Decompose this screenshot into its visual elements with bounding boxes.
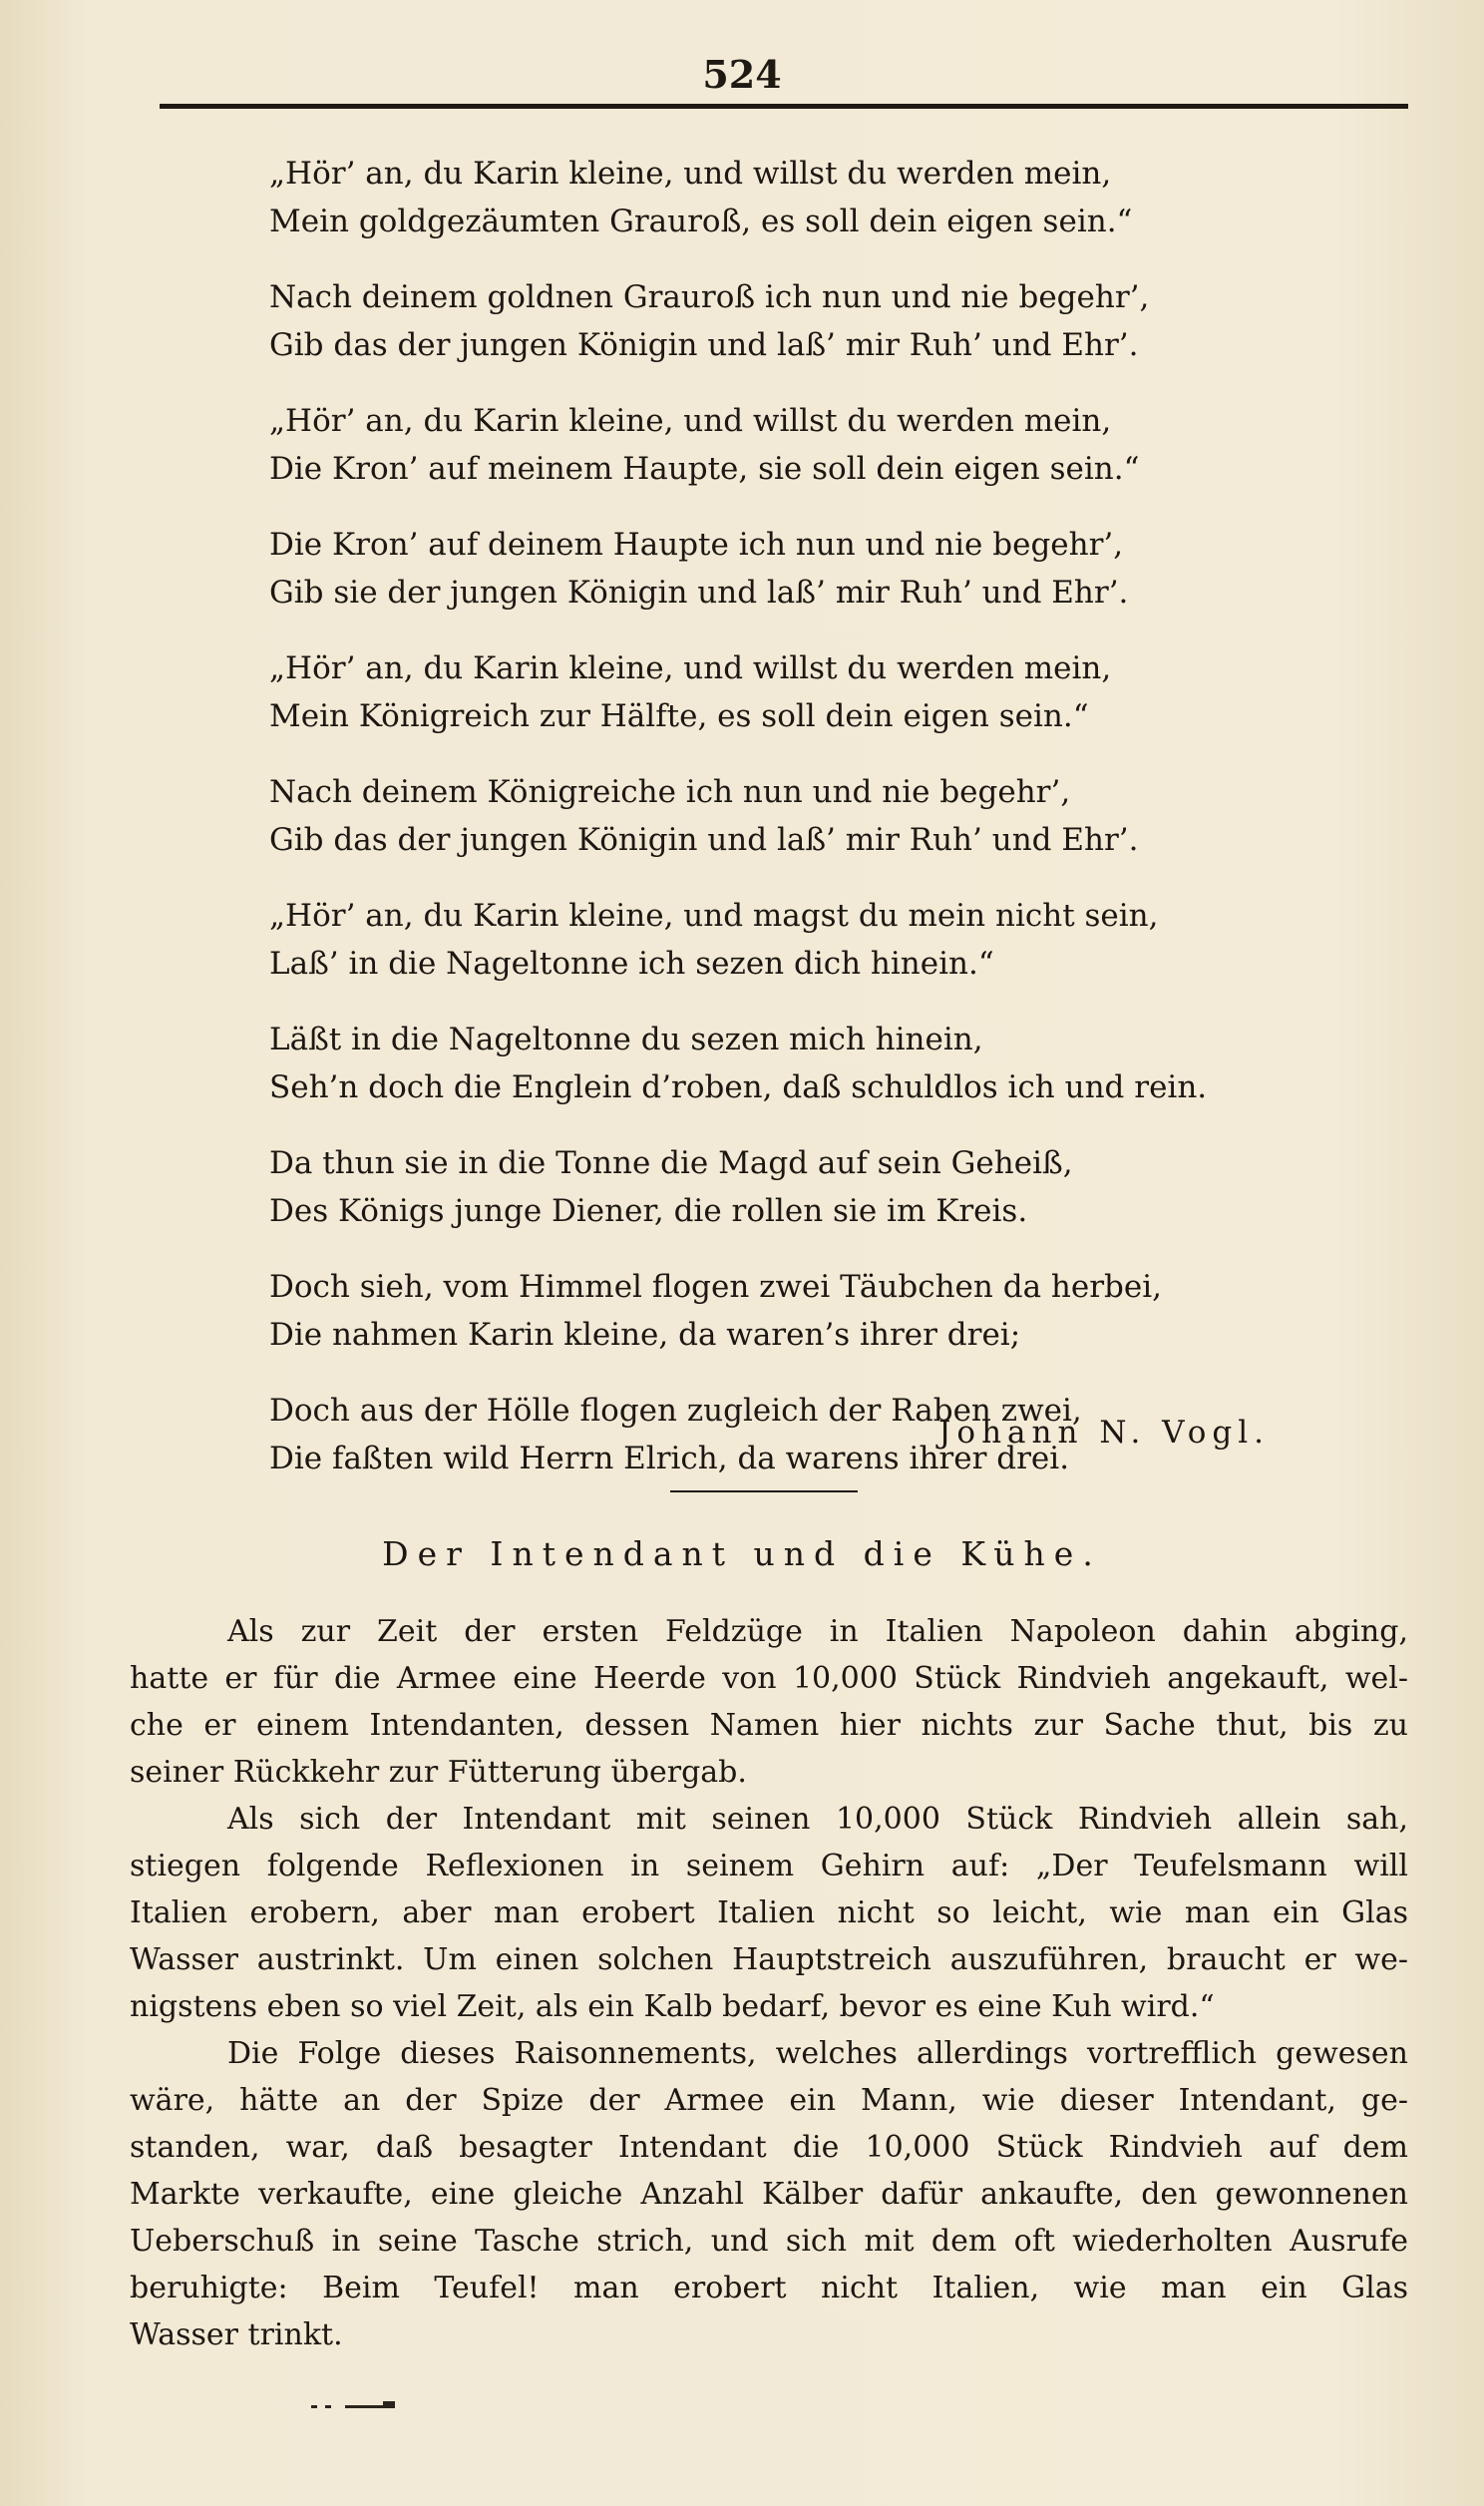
text-line: Die Folge dieses Raisonnements, welches allerdings vortrefflich gewesen	[227, 2036, 1408, 2071]
text-line: seiner Rückkehr zur Fütterung übergab.	[130, 1755, 747, 1790]
poem-line: Gib sie der jungen Königin und laß’ mir Ruh’ und Ehr’.	[269, 575, 1129, 611]
poem-line: Läßt in die Nageltonne du sezen mich hinein,	[269, 1022, 983, 1057]
text-line: Als zur Zeit der ersten Feldzüge in Italien Napoleon dahin abging,	[227, 1614, 1408, 1649]
poem-line: Seh’n doch die Englein d’roben, daß schuldlos ich und rein.	[269, 1069, 1208, 1105]
poem-line: Laß’ in die Nageltonne ich sezen dich hinein.“	[269, 946, 994, 982]
text-line: wäre, hätte an der Spize der Armee ein Mann, wie dieser Intendant, ge-	[130, 2083, 1408, 2118]
article-paragraph	[130, 2030, 1408, 2358]
section-divider	[670, 1490, 858, 1492]
text-line: Markte verkaufte, eine gleiche Anzahl Kälber dafür ankaufte, den gewonnenen	[130, 2177, 1408, 2212]
text-line: hatte er für die Armee eine Heerde von 10,000 Stück Rindvieh angekauft, wel-	[130, 1661, 1408, 1696]
text-line: Italien erobern, aber man erobert Italien nicht so leicht, wie man ein Glas	[130, 1895, 1408, 1930]
poem-stanza	[269, 1263, 1366, 1359]
article-paragraph	[130, 1608, 1408, 1796]
poem-stanza	[269, 892, 1366, 988]
poem-stanza	[269, 150, 1366, 245]
poem-line: Die Kron’ auf meinem Haupte, sie soll dein eigen sein.“	[269, 451, 1140, 487]
text-line: Ueberschuß in seine Tasche strich, und sich mit dem oft wiederholten Ausrufe	[130, 2224, 1408, 2259]
ink-smudge	[311, 2398, 403, 2408]
poem-line: „Hör’ an, du Karin kleine, und willst du werden mein,	[269, 156, 1112, 192]
poem-line: Gib das der jungen Königin und laß’ mir Ruh’ und Ehr’.	[269, 822, 1139, 858]
article-title: Der Intendant und die Kühe.	[382, 1534, 1102, 1573]
poem-line: Die faßten wild Herrn Elrich, da warens ihrer drei.	[269, 1441, 1070, 1476]
poem-line: Des Königs junge Diener, die rollen sie im Kreis.	[269, 1193, 1028, 1229]
text-line: stiegen folgende Reflexionen in seinem Gehirn auf: „Der Teufelsmann will	[130, 1849, 1408, 1883]
poem-line: Mein goldgezäumten Grauroß, es soll dein eigen sein.“	[269, 204, 1133, 239]
poem-line: Mein Königreich zur Hälfte, es soll dein eigen sein.“	[269, 698, 1089, 734]
poem-stanza	[269, 1139, 1366, 1235]
poem-line: Nach deinem Königreiche ich nun und nie begehr’,	[269, 774, 1071, 810]
poem-line: Doch sieh, vom Himmel flogen zwei Täubchen da herbei,	[269, 1269, 1162, 1305]
poem-line: Die nahmen Karin kleine, da waren’s ihrer drei;	[269, 1317, 1021, 1353]
poem-stanza	[269, 644, 1366, 740]
poem-line: Gib das der jungen Königin und laß’ mir Ruh’ und Ehr’.	[269, 327, 1139, 363]
page-number: 524	[702, 52, 782, 97]
text-line: che er einem Intendanten, dessen Namen hier nichts zur Sache thut, bis zu	[130, 1708, 1408, 1743]
header-rule	[160, 104, 1408, 109]
text-line: beruhigte: Beim Teufel! man erobert nicht Italien, wie man ein Glas	[130, 2271, 1408, 2305]
text-line: standen, war, daß besagter Intendant die 10,000 Stück Rindvieh auf dem	[130, 2130, 1408, 2165]
poem-line: Die Kron’ auf deinem Haupte ich nun und nie begehr’,	[269, 527, 1124, 563]
poem-stanza	[269, 1016, 1366, 1111]
poem-line: Da thun sie in die Tonne die Magd auf sein Geheiß,	[269, 1145, 1073, 1181]
article-body	[130, 1608, 1408, 2358]
poem-line: „Hör’ an, du Karin kleine, und willst du werden mein,	[269, 650, 1112, 686]
poem-signature: Johann N. Vogl.	[938, 1415, 1270, 1451]
poem-stanza	[269, 397, 1366, 493]
poem	[269, 150, 1366, 1510]
poem-line: Doch aus der Hölle flogen zugleich der Raben zwei,	[269, 1393, 1082, 1429]
poem-line: Nach deinem goldnen Grauroß ich nun und nie begehr’,	[269, 279, 1150, 315]
text-line: Wasser trinkt.	[130, 2317, 343, 2352]
text-line: Als sich der Intendant mit seinen 10,000 Stück Rindvieh allein sah,	[227, 1802, 1408, 1837]
poem-stanza	[269, 768, 1366, 864]
poem-line: „Hör’ an, du Karin kleine, und willst du werden mein,	[269, 403, 1112, 439]
poem-stanza	[269, 273, 1366, 369]
poem-stanza	[269, 521, 1366, 617]
poem-line: „Hör’ an, du Karin kleine, und magst du mein nicht sein,	[269, 898, 1159, 934]
text-line: Wasser austrinkt. Um einen solchen Hauptstreich auszuführen, braucht er we-	[130, 1942, 1408, 1977]
article-paragraph	[130, 1796, 1408, 2030]
text-line: nigstens eben so viel Zeit, als ein Kalb bedarf, bevor es eine Kuh wird.“	[130, 1989, 1215, 2024]
